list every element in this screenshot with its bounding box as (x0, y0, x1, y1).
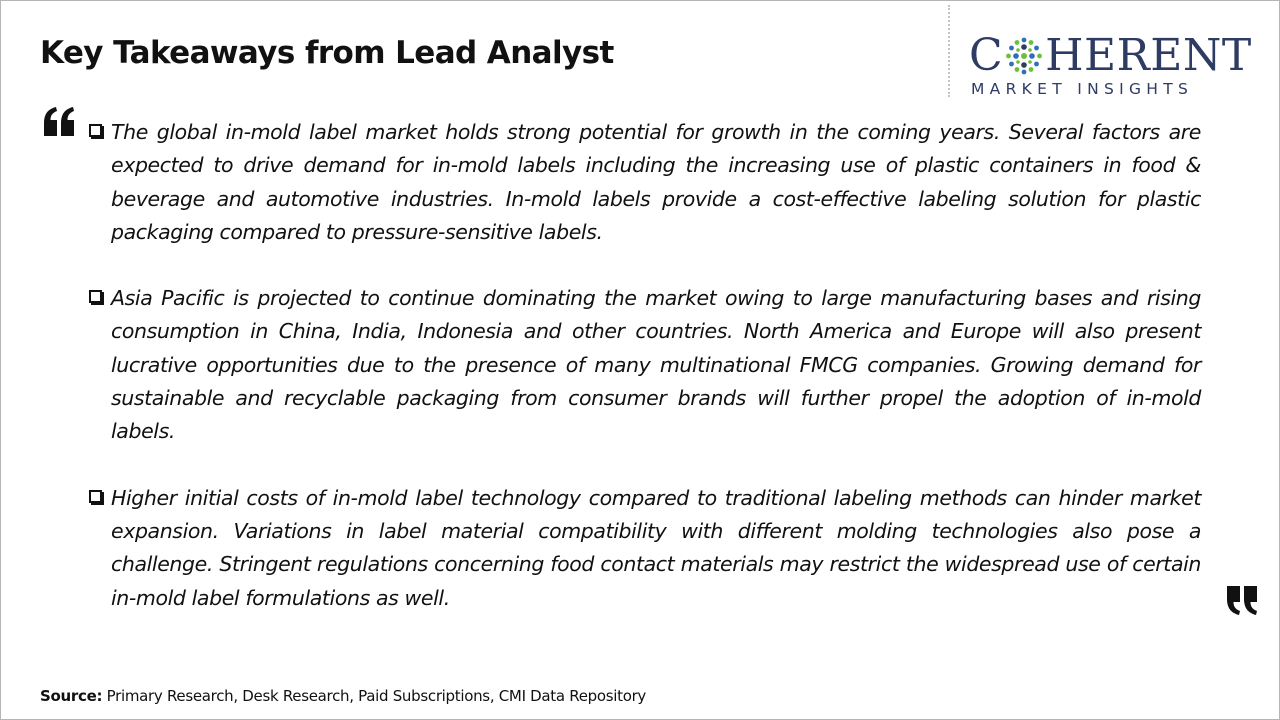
checkbox-bullet-icon (89, 124, 102, 137)
source-label: Source: (40, 687, 103, 705)
logo-dot-globe-icon (1004, 36, 1044, 76)
bullet-item (87, 116, 1201, 249)
quote-open-icon (42, 106, 76, 136)
logo-tagline: MARKET INSIGHTS (971, 80, 1194, 98)
checkbox-bullet-icon (89, 290, 102, 303)
bullet-text: Higher initial costs of in-mold label technology compared to traditional labeling methods can hinder market expansion. Variations in label material compatibility with different molding technologies also pose a challenge. Stringent regulations concerning food contact materials may restrict the widespread use of certain in-mold label formulations as well. (111, 485, 1201, 610)
source-note (40, 687, 646, 705)
bullet-list (87, 116, 1201, 615)
header-divider (948, 5, 950, 97)
checkbox-bullet-icon (89, 490, 102, 503)
logo-wordmark (969, 30, 1261, 81)
bullet-text: The global in-mold label market holds strong potential for growth in the coming years. Several factors are expected to drive demand for in-mold labels including the increasing use of plastic containers in food & beverage and automotive industries. In-mold labels provide a cost-effective labeling solution for plastic packaging compared to pressure-sensitive labels. (111, 120, 1201, 244)
coherent-logo (969, 30, 1261, 99)
page-title: Key Takeaways from Lead Analyst (40, 35, 614, 71)
logo-letters-herent: HERENT (1045, 30, 1252, 81)
bullet-item (87, 282, 1201, 448)
source-text: Primary Research, Desk Research, Paid Subscriptions, CMI Data Repository (102, 687, 647, 705)
bullet-item (87, 482, 1201, 615)
bullet-text: Asia Pacific is projected to continue dominating the market owing to large manufacturing bases and rising consumption in China, India, Indonesia and other countries. North America and Europe will also present lucrative opportunities due to the presence of many multinational FMCG companies. Growing demand for sustainable and recyclable packaging from consumer brands will further propel the adoption of in-mold labels. (111, 286, 1201, 444)
logo-letter-c: C (969, 30, 1004, 81)
quote-close-icon (1225, 586, 1259, 616)
